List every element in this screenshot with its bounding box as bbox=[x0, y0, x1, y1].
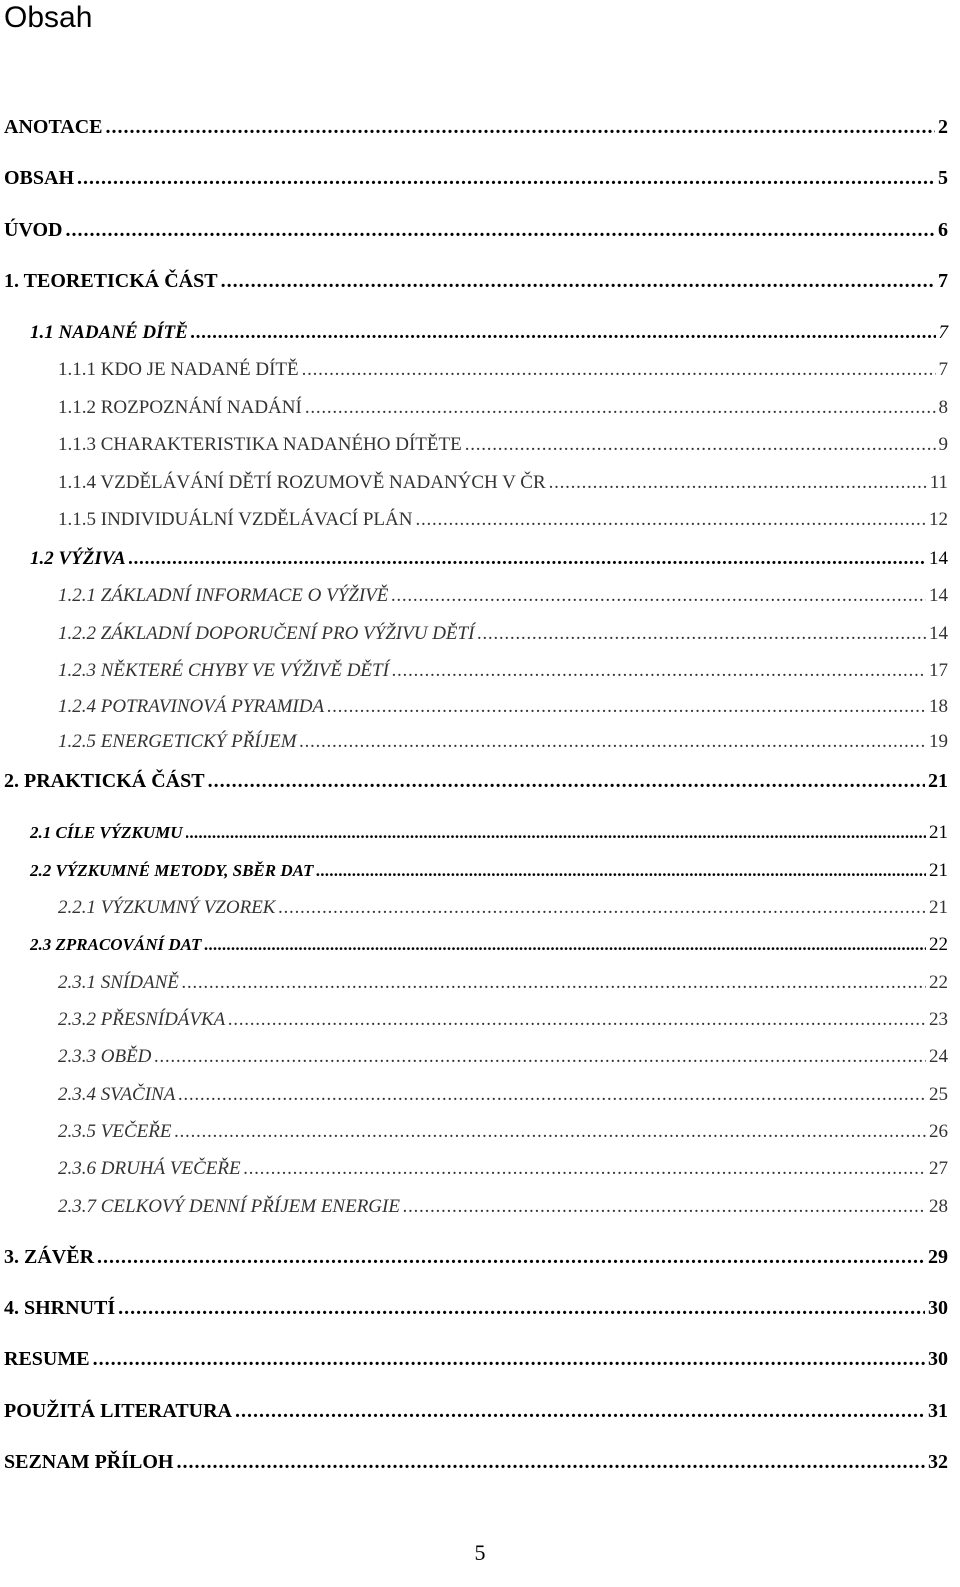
toc-entry-page: 29 bbox=[928, 1246, 948, 1268]
toc-entry-page: 12 bbox=[929, 509, 948, 530]
toc-entry-page: 32 bbox=[928, 1451, 948, 1473]
dot-leader bbox=[191, 322, 936, 344]
dot-leader bbox=[392, 660, 926, 682]
toc-entry-title: 1.2.3 NĚKTERÉ CHYBY VE VÝŽIVĚ DĚTÍ bbox=[58, 660, 389, 681]
dot-leader bbox=[208, 770, 925, 793]
dot-leader bbox=[129, 548, 926, 570]
toc-entry-title: 2.3.1 SNÍDANĚ bbox=[58, 972, 179, 993]
dot-leader bbox=[244, 1158, 926, 1180]
toc-entry-kdo-je-nadane-dite[interactable] bbox=[58, 359, 948, 387]
toc-entry-vecere[interactable] bbox=[58, 1121, 948, 1149]
toc-entry-title: 1.1 NADANÉ DÍTĚ bbox=[30, 322, 188, 343]
toc-entry-title: 1.1.3 CHARAKTERISTIKA NADANÉHO DÍTĚTE bbox=[58, 434, 462, 455]
toc-entry-page: 17 bbox=[929, 660, 948, 681]
toc-entry-nadane-dite[interactable] bbox=[30, 322, 948, 350]
dot-leader bbox=[93, 1348, 925, 1371]
toc-entry-title: 2.1 CÍLE VÝZKUMU bbox=[30, 823, 183, 842]
toc-entry-page: 7 bbox=[938, 270, 948, 292]
toc-entry-zakladni-doporuceni[interactable] bbox=[58, 623, 948, 651]
toc-entry-pouzita-literatura[interactable] bbox=[4, 1400, 948, 1428]
toc-entry-title: 1.2.4 POTRAVINOVÁ PYRAMIDA bbox=[58, 696, 325, 717]
toc-entry-page: 31 bbox=[928, 1400, 948, 1422]
toc-entry-obsah[interactable] bbox=[4, 167, 948, 195]
dot-leader bbox=[97, 1246, 925, 1269]
toc-entry-page: 28 bbox=[929, 1196, 948, 1217]
toc-entry-title: 2.3.2 PŘESNÍDÁVKA bbox=[58, 1009, 226, 1030]
dot-leader bbox=[316, 861, 926, 881]
toc-entry-page: 21 bbox=[929, 860, 948, 881]
toc-entry-page: 21 bbox=[928, 770, 948, 792]
toc-entry-title: 1.2.2 ZÁKLADNÍ DOPORUČENÍ PRO VÝŽIVU DĚTÍ bbox=[58, 623, 475, 644]
toc-entry-page: 21 bbox=[929, 822, 948, 843]
page-title: Obsah bbox=[4, 1, 93, 34]
toc-entry-nektere-chyby[interactable] bbox=[58, 660, 948, 688]
toc-entry-page: 7 bbox=[938, 359, 948, 380]
toc-entry-page: 7 bbox=[938, 322, 948, 343]
toc-entry-title: 1.2.1 ZÁKLADNÍ INFORMACE O VÝŽIVĚ bbox=[58, 585, 389, 606]
dot-leader bbox=[391, 585, 926, 607]
dot-leader bbox=[176, 1451, 925, 1474]
toc-entry-cile-vyzkumu[interactable] bbox=[30, 822, 948, 850]
dot-leader bbox=[278, 897, 926, 919]
toc-entry-title: 1.1.2 ROZPOZNÁNÍ NADÁNÍ bbox=[58, 397, 302, 418]
toc-entry-page: 23 bbox=[929, 1009, 948, 1030]
dot-leader bbox=[178, 1084, 926, 1106]
toc-entry-individualni-plan[interactable] bbox=[58, 509, 948, 537]
toc-entry-title: 2.2.1 VÝZKUMNÝ VZOREK bbox=[58, 897, 276, 918]
toc-entry-vzdelavani-deti[interactable] bbox=[58, 472, 948, 500]
dot-leader bbox=[305, 397, 936, 419]
dot-leader bbox=[186, 823, 926, 843]
toc-entry-title: OBSAH bbox=[4, 167, 75, 189]
toc-entry-page: 2 bbox=[938, 116, 948, 138]
dot-leader bbox=[549, 472, 927, 494]
dot-leader bbox=[66, 219, 936, 242]
toc-entry-anotace[interactable] bbox=[4, 116, 948, 144]
dot-leader bbox=[300, 731, 926, 753]
dot-leader bbox=[182, 972, 926, 994]
page-number: 5 bbox=[474, 1540, 486, 1565]
dot-leader bbox=[327, 696, 926, 718]
toc-entry-page: 25 bbox=[929, 1084, 948, 1105]
toc-entry-vyzkumne-metody[interactable] bbox=[30, 860, 948, 888]
dot-leader bbox=[415, 509, 926, 531]
toc-entry-obed[interactable] bbox=[58, 1046, 948, 1074]
toc-entry-charakteristika[interactable] bbox=[58, 434, 948, 462]
toc-entry-zaver[interactable] bbox=[4, 1246, 948, 1274]
toc-entry-teoreticka-cast[interactable] bbox=[4, 270, 948, 298]
toc-entry-resume[interactable] bbox=[4, 1348, 948, 1376]
dot-leader bbox=[477, 623, 926, 645]
toc-entry-title: ANOTACE bbox=[4, 116, 103, 138]
toc-entry-page: 19 bbox=[929, 731, 948, 752]
toc-entry-title: 1.1.5 INDIVIDUÁLNÍ VZDĚLÁVACÍ PLÁN bbox=[58, 509, 413, 530]
toc-entry-prakticka-cast[interactable] bbox=[4, 770, 948, 798]
dot-leader bbox=[235, 1400, 925, 1423]
toc-entry-page: 14 bbox=[929, 548, 948, 569]
toc-entry-title: SEZNAM PŘÍLOH bbox=[4, 1451, 174, 1473]
toc-entry-title: 3. ZÁVĚR bbox=[4, 1246, 95, 1268]
dot-leader bbox=[465, 434, 936, 456]
toc-entry-title: 4. SHRNUTÍ bbox=[4, 1297, 116, 1319]
toc-entry-page: 14 bbox=[929, 585, 948, 606]
toc-entry-title: 2.3.5 VEČEŘE bbox=[58, 1121, 172, 1142]
toc-entry-title: 1.2.5 ENERGETICKÝ PŘÍJEM bbox=[58, 731, 297, 752]
toc-entry-title: 2.2 VÝZKUMNÉ METODY, SBĚR DAT bbox=[30, 861, 314, 880]
dot-leader bbox=[106, 116, 935, 139]
dot-leader bbox=[228, 1009, 926, 1031]
toc-entry-title: ÚVOD bbox=[4, 219, 63, 241]
toc-entry-uvod[interactable] bbox=[4, 219, 948, 247]
toc-entry-presnidavka[interactable] bbox=[58, 1009, 948, 1037]
toc-entry-title: 2.3 ZPRACOVÁNÍ DAT bbox=[30, 935, 202, 954]
toc-entry-title: 2. PRAKTICKÁ ČÁST bbox=[4, 770, 205, 792]
toc-entry-title: 2.3.3 OBĚD bbox=[58, 1046, 152, 1067]
toc-entry-page: 30 bbox=[928, 1297, 948, 1319]
toc-entry-page: 5 bbox=[938, 167, 948, 189]
toc-entry-page: 22 bbox=[929, 972, 948, 993]
toc-entry-vyzkumny-vzorek[interactable] bbox=[58, 897, 948, 925]
toc-entry-title: RESUME bbox=[4, 1348, 90, 1370]
toc-entry-druha-vecere[interactable] bbox=[58, 1158, 948, 1186]
toc-entry-energeticky-prijem[interactable] bbox=[58, 731, 948, 759]
toc-entry-page: 18 bbox=[929, 696, 948, 717]
dot-leader bbox=[403, 1196, 926, 1218]
toc-entry-shrnuti[interactable] bbox=[4, 1297, 948, 1325]
toc-entry-page: 30 bbox=[928, 1348, 948, 1370]
dot-leader bbox=[174, 1121, 926, 1143]
toc-entry-page: 11 bbox=[929, 472, 948, 493]
toc-entry-zpracovani-dat[interactable] bbox=[30, 934, 948, 962]
toc-entry-title: 2.3.4 SVAČINA bbox=[58, 1084, 176, 1105]
toc-entry-celkovy-denni-prijem[interactable] bbox=[58, 1196, 948, 1224]
dot-leader bbox=[221, 270, 935, 293]
toc-entry-svacina[interactable] bbox=[58, 1084, 948, 1112]
toc-entry-page: 22 bbox=[929, 934, 948, 955]
toc-entry-rozpoznani-nadani[interactable] bbox=[58, 397, 948, 425]
dot-leader bbox=[302, 359, 936, 381]
dot-leader bbox=[77, 167, 935, 190]
toc-entry-page: 6 bbox=[938, 219, 948, 241]
toc-entry-seznam-priloh[interactable] bbox=[4, 1451, 948, 1479]
dot-leader bbox=[154, 1046, 926, 1068]
toc-entry-title: 1.1.1 KDO JE NADANÉ DÍTĚ bbox=[58, 359, 299, 380]
toc-entry-snidane[interactable] bbox=[58, 972, 948, 1000]
toc-entry-title: 1. TEORETICKÁ ČÁST bbox=[4, 270, 218, 292]
toc-entry-page: 14 bbox=[929, 623, 948, 644]
toc-entry-potravinova-pyramida[interactable] bbox=[58, 696, 948, 724]
toc-entry-vyziva[interactable] bbox=[30, 548, 948, 576]
toc-entry-page: 26 bbox=[929, 1121, 948, 1142]
dot-leader bbox=[118, 1297, 925, 1320]
toc-entry-page: 21 bbox=[929, 897, 948, 918]
toc-entry-title: 2.3.7 CELKOVÝ DENNÍ PŘÍJEM ENERGIE bbox=[58, 1196, 400, 1217]
toc-entry-page: 8 bbox=[938, 397, 948, 418]
toc-entry-page: 24 bbox=[929, 1046, 948, 1067]
toc-entry-zakladni-informace[interactable] bbox=[58, 585, 948, 613]
toc-entry-page: 27 bbox=[929, 1158, 948, 1179]
toc-entry-title: 2.3.6 DRUHÁ VEČEŘE bbox=[58, 1158, 241, 1179]
toc-entry-title: 1.1.4 VZDĚLÁVÁNÍ DĚTÍ ROZUMOVĚ NADANÝCH V ČR bbox=[58, 472, 546, 493]
toc-entry-page: 9 bbox=[938, 434, 948, 455]
dot-leader bbox=[204, 935, 926, 955]
toc-entry-title: POUŽITÁ LITERATURA bbox=[4, 1400, 232, 1422]
toc-entry-title: 1.2 VÝŽIVA bbox=[30, 548, 126, 569]
